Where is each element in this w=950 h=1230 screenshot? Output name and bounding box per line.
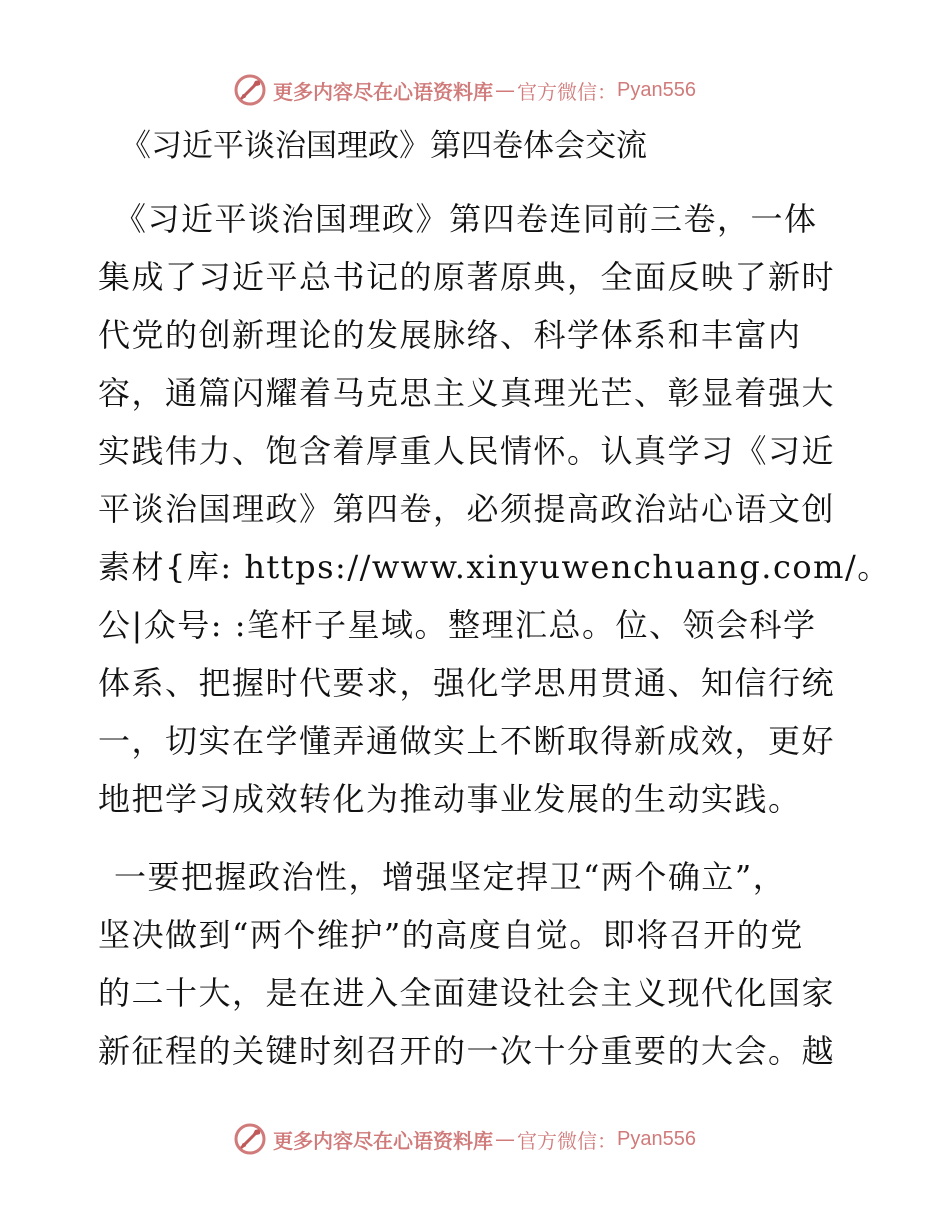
- quill-logo-icon: [233, 73, 267, 107]
- paragraph-line: 公|众号: :笔杆子星域。整理汇总。位、领会科学: [98, 606, 817, 644]
- watermark-brand-text: 更多内容尽在心语资料库: [273, 79, 493, 104]
- paragraph-line: 的二十大，是在进入全面建设社会主义现代化国家: [98, 974, 836, 1012]
- watermark-contact-id: Pyan556: [617, 78, 696, 101]
- watermark-separator: —: [495, 1127, 515, 1151]
- watermark-contact-id: Pyan556: [617, 1127, 696, 1150]
- watermark-separator: —: [495, 78, 515, 102]
- paragraph-line: 一要把握政治性，增强坚定捍卫“两个确立”，: [114, 858, 787, 896]
- paragraph-line: 容，通篇闪耀着马克思主义真理光芒、彰显着强大: [98, 374, 836, 412]
- paragraph-1: [98, 190, 891, 828]
- paragraph-line: 体系、把握时代要求，强化学思用贯通、知信行统: [98, 664, 836, 702]
- document-title: 《习近平谈治国理政》第四卷体会交流: [120, 128, 647, 164]
- header-watermark: [233, 72, 696, 108]
- paragraph-2: [98, 848, 858, 1080]
- paragraph-line: 地把学习成效转化为推动事业发展的生动实践。: [98, 780, 802, 818]
- paragraph-line: 坚决做到“两个维护”的高度自觉。即将召开的党: [98, 916, 804, 954]
- footer-watermark: [233, 1121, 696, 1157]
- paragraph-line: 实践伟力、饱含着厚重人民情怀。认真学习《习近: [98, 432, 836, 470]
- paragraph-line: 集成了习近平总书记的原著原典，全面反映了新时: [98, 258, 836, 296]
- watermark-contact-label: 官方微信：: [517, 1128, 617, 1153]
- paragraph-line: 新征程的关键时刻召开的一次十分重要的大会。越: [98, 1032, 836, 1070]
- paragraph-line-url: 素材{库: https://www.xinyuwenchuang.com/。: [98, 548, 891, 586]
- paragraph-line: 一，切实在学懂弄通做实上不断取得新成效，更好: [98, 722, 836, 760]
- paragraph-line: 《习近平谈治国理政》第四卷连同前三卷，一体: [114, 200, 818, 238]
- watermark-contact-label: 官方微信：: [517, 79, 617, 104]
- quill-logo-icon: [233, 1122, 267, 1156]
- paragraph-line: 代党的创新理论的发展脉络、科学体系和丰富内: [98, 316, 802, 354]
- paragraph-line: 平谈治国理政》第四卷，必须提高政治站心语文创: [98, 490, 836, 528]
- watermark-brand-text: 更多内容尽在心语资料库: [273, 1128, 493, 1153]
